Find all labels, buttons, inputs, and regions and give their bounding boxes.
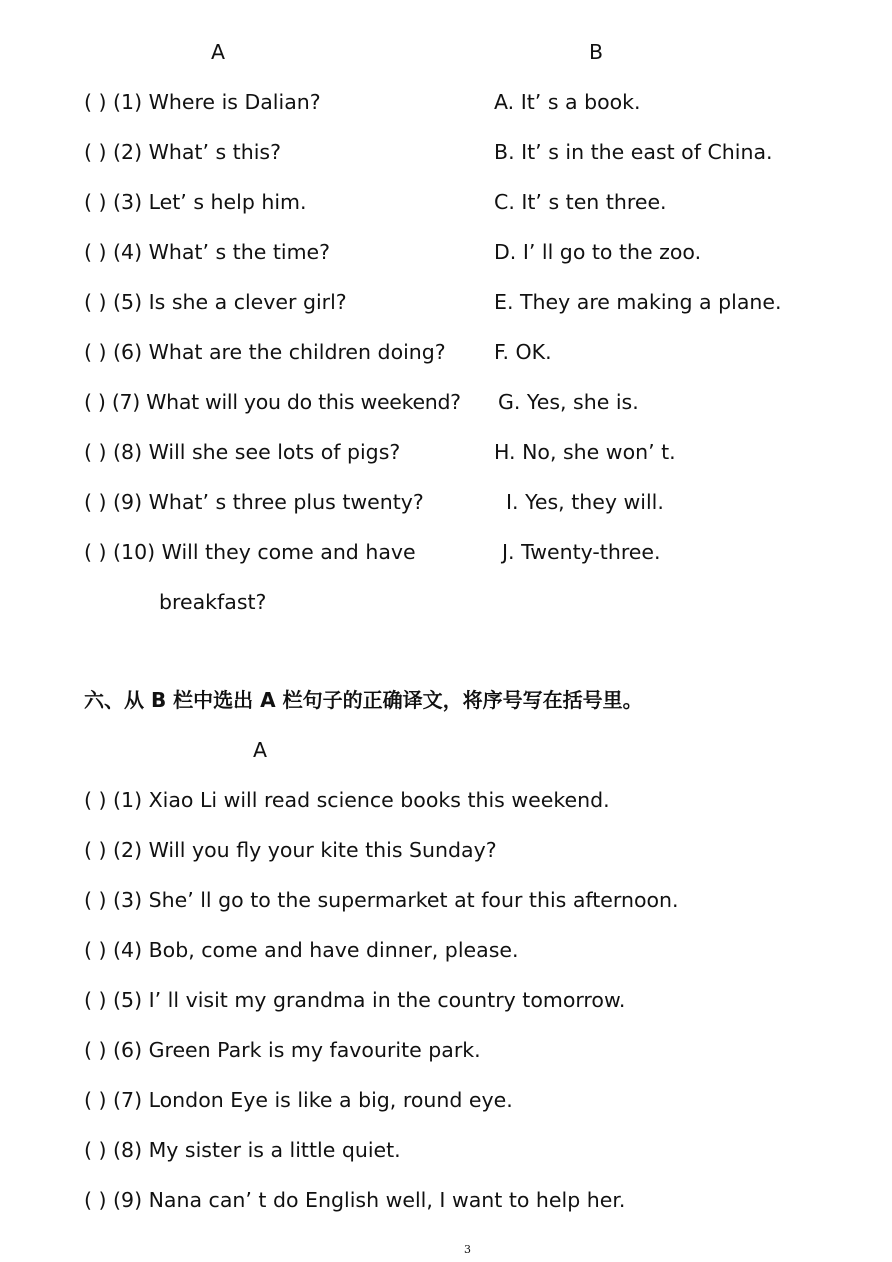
question-4: ( ) (4) What’ s the time? [84,240,331,264]
answer-j: J. Twenty-three. [502,540,661,564]
sentence-3: ( ) (3) She’ ll go to the supermarket at four this afternoon. [84,888,679,912]
answer-g: G. Yes, she is. [498,390,639,414]
question-5: ( ) (5) Is she a clever girl? [84,290,347,314]
answer-a: A. It’ s a book. [494,90,641,114]
answer-f: F. OK. [494,340,552,364]
answer-e: E. They are making a plane. [494,290,782,314]
question-9: ( ) (9) What’ s three plus twenty? [84,490,424,514]
question-3: ( ) (3) Let’ s help him. [84,190,307,214]
answer-c: C. It’ s ten three. [494,190,667,214]
sentence-9: ( ) (9) Nana can’ t do English well, I want to help her. [84,1188,626,1212]
question-2: ( ) (2) What’ s this? [84,140,281,164]
sentence-8: ( ) (8) My sister is a little quiet. [84,1138,401,1162]
answer-i: I. Yes, they will. [506,490,664,514]
section-6-title: 六、从 B 栏中选出 A 栏句子的正确译文，将序号写在括号里。 [84,688,643,712]
sentence-4: ( ) (4) Bob, come and have dinner, please. [84,938,519,962]
question-10-continuation: breakfast? [159,590,267,614]
column-a-header: A [211,40,226,64]
question-1: ( ) (1) Where is Dalian? [84,90,321,114]
answer-b: B. It’ s in the east of China. [494,140,773,164]
column-b-header: B [589,40,604,64]
sentence-6: ( ) (6) Green Park is my favourite park. [84,1038,481,1062]
sentence-1: ( ) (1) Xiao Li will read science books this weekend. [84,788,610,812]
sentence-2: ( ) (2) Will you fly your kite this Sunday? [84,838,497,862]
section-6-column-a-header: A [253,738,268,762]
sentence-7: ( ) (7) London Eye is like a big, round eye. [84,1088,513,1112]
answer-d: D. I’ ll go to the zoo. [494,240,702,264]
question-6: ( ) (6) What are the children doing? [84,340,446,364]
page-number: 3 [464,1243,471,1256]
sentence-5: ( ) (5) I’ ll visit my grandma in the country tomorrow. [84,988,626,1012]
question-8: ( ) (8) Will she see lots of pigs? [84,440,401,464]
answer-h: H. No, she won’ t. [494,440,676,464]
question-7: ( ) (7) What will you do this weekend? [84,390,461,414]
question-10: ( ) (10) Will they come and have [84,540,416,564]
